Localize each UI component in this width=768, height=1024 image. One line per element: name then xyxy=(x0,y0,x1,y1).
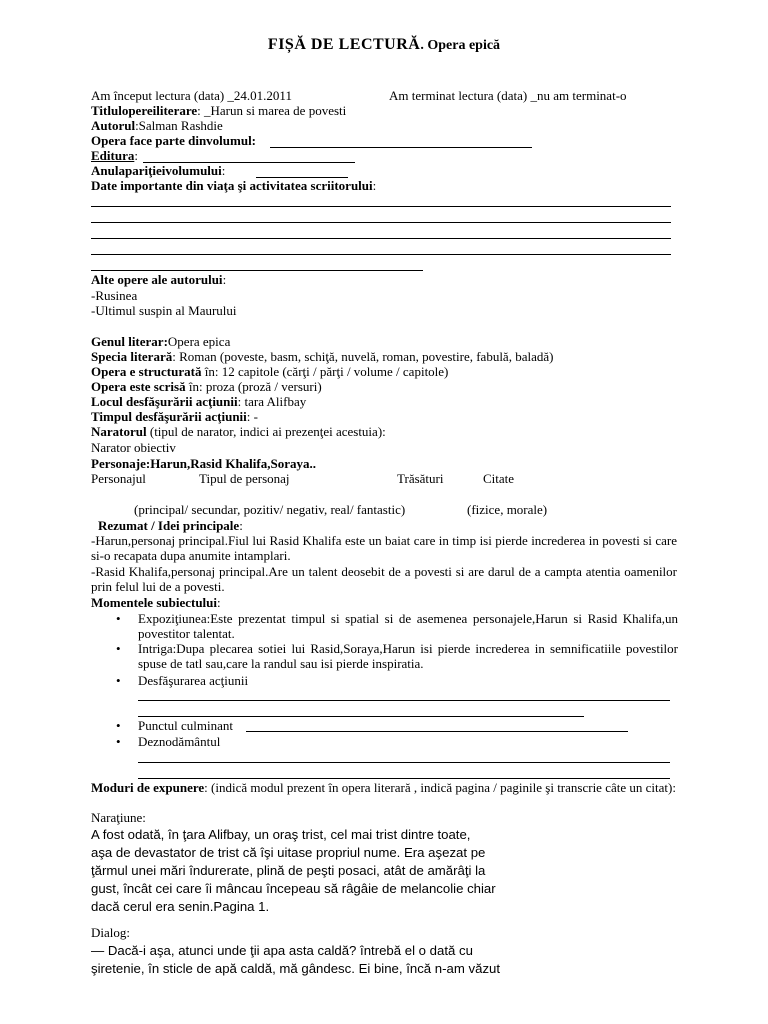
other-works-label: Alte opere ale autorului xyxy=(91,272,223,287)
year-value: : xyxy=(221,163,226,178)
summary-heading xyxy=(98,518,243,533)
end-date-line: Am terminat lectura (data) _nu am terminat-o xyxy=(389,88,627,103)
genre-line xyxy=(91,334,230,349)
characters-traits-hint: (fizice, morale) xyxy=(467,502,548,517)
structure-line xyxy=(91,364,448,379)
dates-blank-5 xyxy=(91,270,423,271)
climax-blank xyxy=(246,731,628,732)
denouement-blank-1 xyxy=(138,762,670,763)
publisher-label: Editura xyxy=(91,148,135,163)
narration-label: Naraţiune: xyxy=(91,810,146,825)
genre-value: Opera epica xyxy=(167,334,231,349)
exposition-modes-label: Moduri de expunere xyxy=(91,780,205,795)
summary-paragraph: -Rasid Khalifa,personaj principal.Are un talent deosebit de a povesti si are darul de a campta atentia oamenilor prin felul lui de a povesti. xyxy=(91,564,677,594)
bullet-dot: • xyxy=(116,718,121,733)
time-line xyxy=(91,409,258,424)
title-sub: . Opera epică xyxy=(420,38,501,53)
publisher-line xyxy=(91,148,138,163)
characters-col-type: Tipul de personaj xyxy=(199,471,290,486)
intrigue-text: Intriga:Dupa plecarea sotiei lui Rasid,Soraya,Harun isi pierde increderea in semnificatiile povestilor spuse de tatl sau,care la randul sau isi pierde inspiratia. xyxy=(138,641,678,671)
plot-moments-colon: : xyxy=(217,595,221,610)
other-work-item: -Rusinea xyxy=(91,288,138,303)
plot-moments-heading xyxy=(91,595,221,610)
dialog-quote-line: şiretenie, în sticle de apă caldă, mă gândesc. Ei bine, încă n-am văzut xyxy=(91,961,501,976)
narrator-hint: (tipul de narator, indici ai prezenţei acestuia): xyxy=(146,424,386,439)
work-title-value: : _Harun si marea de povesti xyxy=(197,103,347,118)
written-in-line xyxy=(91,379,322,394)
author-value: :Salman Rashdie xyxy=(135,118,223,133)
year-line xyxy=(91,163,225,178)
written-in-value: în: proza (proză / versuri) xyxy=(185,379,322,394)
dates-blank-3 xyxy=(91,238,671,239)
written-in-label: Opera este scrisă xyxy=(91,379,186,394)
volume-blank xyxy=(270,147,532,148)
narration-quote-line: dacă cerul era senin.Pagina 1. xyxy=(91,899,270,914)
characters-type-hint: (principal/ secundar, pozitiv/ negativ, real/ fantastic) xyxy=(134,502,406,517)
document-title xyxy=(0,36,768,54)
plot-moments-label: Momentele subiectului xyxy=(91,595,218,610)
climax-label: Punctul culminant xyxy=(138,718,233,733)
characters-col-quotes: Citate xyxy=(483,471,515,486)
narrator-answer: Narator obiectiv xyxy=(91,440,176,455)
work-title-label: Titlulopereiliterare xyxy=(91,103,198,118)
summary-label: Rezumat / Idei principale xyxy=(98,518,240,533)
structure-value: în: 12 capitole (cărţi / părţi / volume / capitole) xyxy=(201,364,449,379)
author-label: Autorul xyxy=(91,118,136,133)
narration-quote-line: A fost odată, în ţara Alifbay, un oraş trist, cel mai trist dintre toate, xyxy=(91,827,471,842)
place-line xyxy=(91,394,306,409)
place-value: : tara Alifbay xyxy=(237,394,307,409)
narration-quote-line: ţărmul unei mări îndurerate, plină de peşti posaci, atât de amărâţi la xyxy=(91,863,486,878)
structure-label: Opera e structurată xyxy=(91,364,202,379)
publisher-value: : xyxy=(134,148,138,163)
work-title-line xyxy=(91,103,346,118)
dialog-label: Dialog: xyxy=(91,925,130,940)
action-blank-1 xyxy=(138,700,670,701)
characters-heading: Personaje:Harun,Rasid Khalifa,Soraya.. xyxy=(91,456,316,471)
dates-blank-4 xyxy=(91,254,671,255)
species-line xyxy=(91,349,553,364)
volume-line xyxy=(91,133,256,148)
narration-quote-line: gust, încât cei care îi mâncau începeau să râgâie de melancolie chiar xyxy=(91,881,496,896)
summary-colon: : xyxy=(239,518,243,533)
narration-quote-line: aşa de devastator de trist că îşi uitase propriul nume. Era aşezat pe xyxy=(91,845,486,860)
narrator-label: Naratorul xyxy=(91,424,147,439)
bullet-dot: • xyxy=(116,734,121,749)
narrator-line xyxy=(91,424,386,439)
bullet-dot: • xyxy=(116,641,121,656)
exposition-modes-line xyxy=(91,780,677,795)
place-label: Locul desfăşurării acţiunii xyxy=(91,394,238,409)
action-development-label: Desfăşurarea acţiunii xyxy=(138,673,249,688)
other-works-heading xyxy=(91,272,226,287)
other-works-colon: : xyxy=(222,272,227,287)
time-label: Timpul desfăşurării acţiunii xyxy=(91,409,247,424)
author-line xyxy=(91,118,223,133)
dialog-quote-line: — Dacă-i aşa, atunci unde ţii apa asta caldă? întrebă el o dată cu xyxy=(91,943,473,958)
action-blank-2 xyxy=(138,716,584,717)
denouement-label: Deznodământul xyxy=(138,734,221,749)
characters-col-traits: Trăsături xyxy=(397,471,444,486)
time-value: : - xyxy=(246,409,258,424)
genre-label: Genul literar: xyxy=(91,334,168,349)
denouement-blank-2 xyxy=(138,778,670,779)
species-value: : Roman (poveste, basm, schiţă, nuvelă, roman, povestire, fabulă, baladă) xyxy=(172,349,554,364)
dates-blank-2 xyxy=(91,222,671,223)
exposition-text: Expoziţiunea:Este prezentat timpul si spatial si de asemenea personajele,Harun si Rasid Khalifa,un povestitor talentat. xyxy=(138,611,678,641)
characters-col-name: Personajul xyxy=(91,471,146,486)
important-dates-line xyxy=(91,178,376,193)
important-dates-label: Date importante din viaţa şi activitatea scriitorului xyxy=(91,178,373,193)
dates-blank-1 xyxy=(91,206,671,207)
year-label: Anulapariţieivolumului xyxy=(91,163,222,178)
bullet-dot: • xyxy=(116,611,121,626)
exposition-modes-hint: : (indică modul prezent în opera literară , indică pagina / paginile şi transcrie câte un citat): xyxy=(204,780,676,795)
species-label: Specia literară xyxy=(91,349,173,364)
title-main: FIȘĂ DE LECTURĂ xyxy=(267,36,421,53)
start-date-line: Am început lectura (data) _24.01.2011 xyxy=(91,88,292,103)
summary-paragraph: -Harun,personaj principal.Fiul lui Rasid Khalifa este un baiat care in timp isi pierde increderea in povesti si care si-o recapata dupa anumite intamplari. xyxy=(91,533,677,563)
important-dates-value: : xyxy=(372,178,377,193)
volume-label: Opera face parte dinvolumul: xyxy=(91,133,257,148)
other-work-item: -Ultimul suspin al Maurului xyxy=(91,303,237,318)
bullet-dot: • xyxy=(116,673,121,688)
